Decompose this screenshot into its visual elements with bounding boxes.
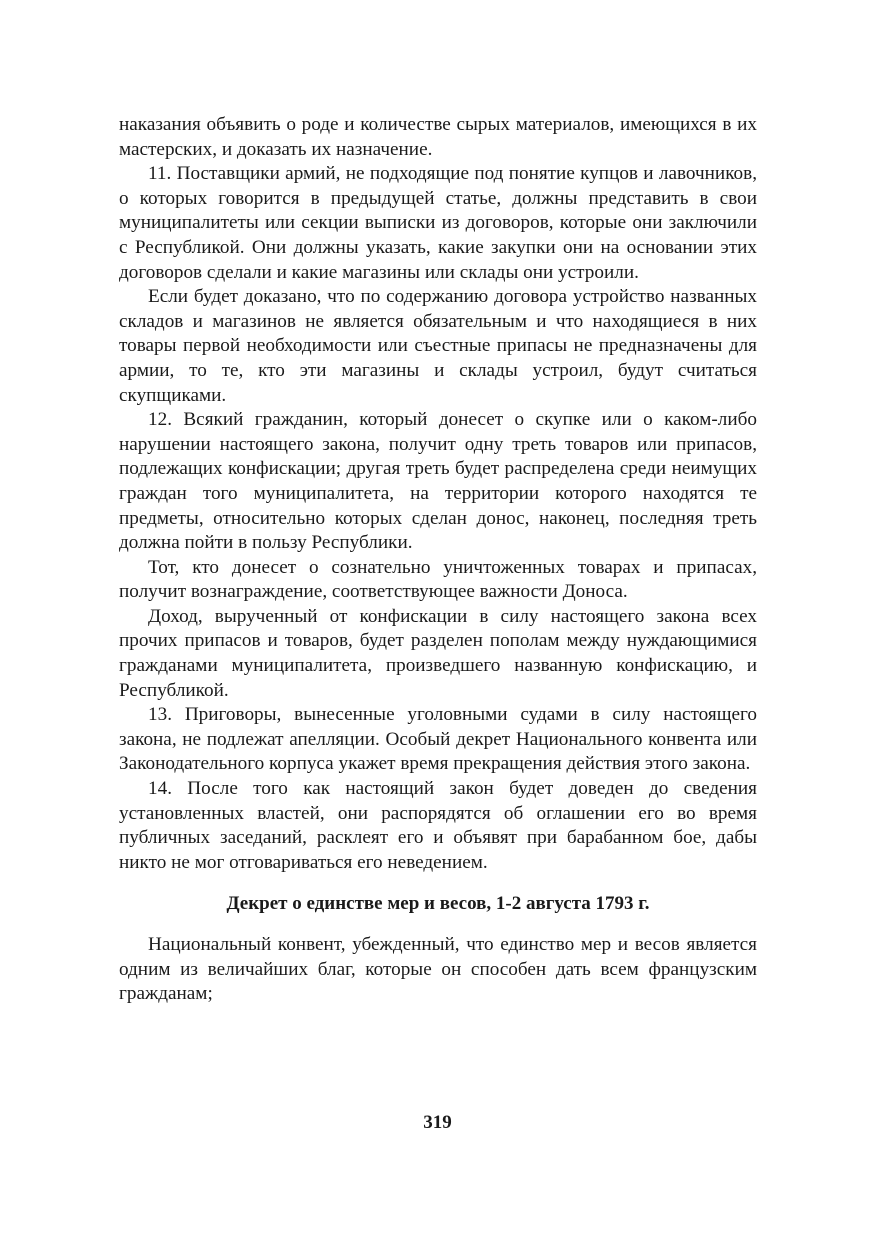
- page-body: [119, 113, 757, 1007]
- paragraph-article-11-cont: Если будет доказано, что по содержанию договора устройство названных складов и магазинов не является обязательным и что находящиеся в них товары первой необходимости или съестные припасы не предназначены для армии, то те, кто эти магазины и склады устроил, будут считаться скупщиками.: [119, 286, 757, 406]
- paragraph-article-12-income: Доход, вырученный от конфискации в силу настоящего закона всех прочих припасов и товаров, будет разделен пополам между нуждающимися гражданами муниципалитета, произведшего названную конфискацию, и Республикой.: [119, 605, 757, 701]
- paragraph-article-12: 12. Всякий гражданин, который донесет о скупке или о каком-либо нарушении настоящего закона, получит одну треть товаров или припасов, подлежащих конфискации; другая треть будет распределена среди неимущих граждан того муниципалитета, на территории которого находятся те предметы, относительно которых сделан донос, наконец, последняя треть должна пойти в пользу Республики.: [119, 409, 757, 554]
- paragraph-decree-intro: Национальный конвент, убежденный, что единство мер и весов является одним из величайших благ, которые он способен дать всем французским гражданам;: [119, 934, 757, 1005]
- text-section-after: [119, 933, 757, 1007]
- page-number: 319: [423, 1112, 452, 1133]
- paragraph-article-13: 13. Приговоры, вынесенные уголовными судами в силу настоящего закона, не подлежат апелляции. Особый декрет Национального конвента или Законодательного корпуса укажет время прекращения действия этого закона.: [119, 704, 757, 775]
- section-heading: Декрет о единстве мер и весов, 1-2 августа 1793 г.: [226, 893, 650, 915]
- paragraph-article-11: 11. Поставщики армий, не подходящие под понятие купцов и лавочников, о которых говорится в предыдущей статье, должны представить в свои муниципалитеты или секции выписки из договоров, которые они заключили с Республикой. Они должны указать, какие закупки они на основании этих договоров сделали и какие магазины или склады они устроили.: [119, 163, 757, 283]
- paragraph-article-12-reward: Тот, кто донесет о сознательно уничтоженных товарах и припасах, получит вознаграждение, соответствующее важности Доноса.: [119, 556, 757, 603]
- text-section-before: [119, 113, 757, 875]
- paragraph-continuation: наказания объявить о роде и количестве сырых материалов, имеющихся в их мастерских, и доказать их назначение.: [119, 114, 757, 160]
- paragraph-article-14: 14. После того как настоящий закон будет доведен до сведения установленных властей, они распорядятся об оглашении его во время публичных заседаний, расклеят его и объявят при барабанном бое, дабы никто не мог отговариваться его неведением.: [119, 778, 757, 873]
